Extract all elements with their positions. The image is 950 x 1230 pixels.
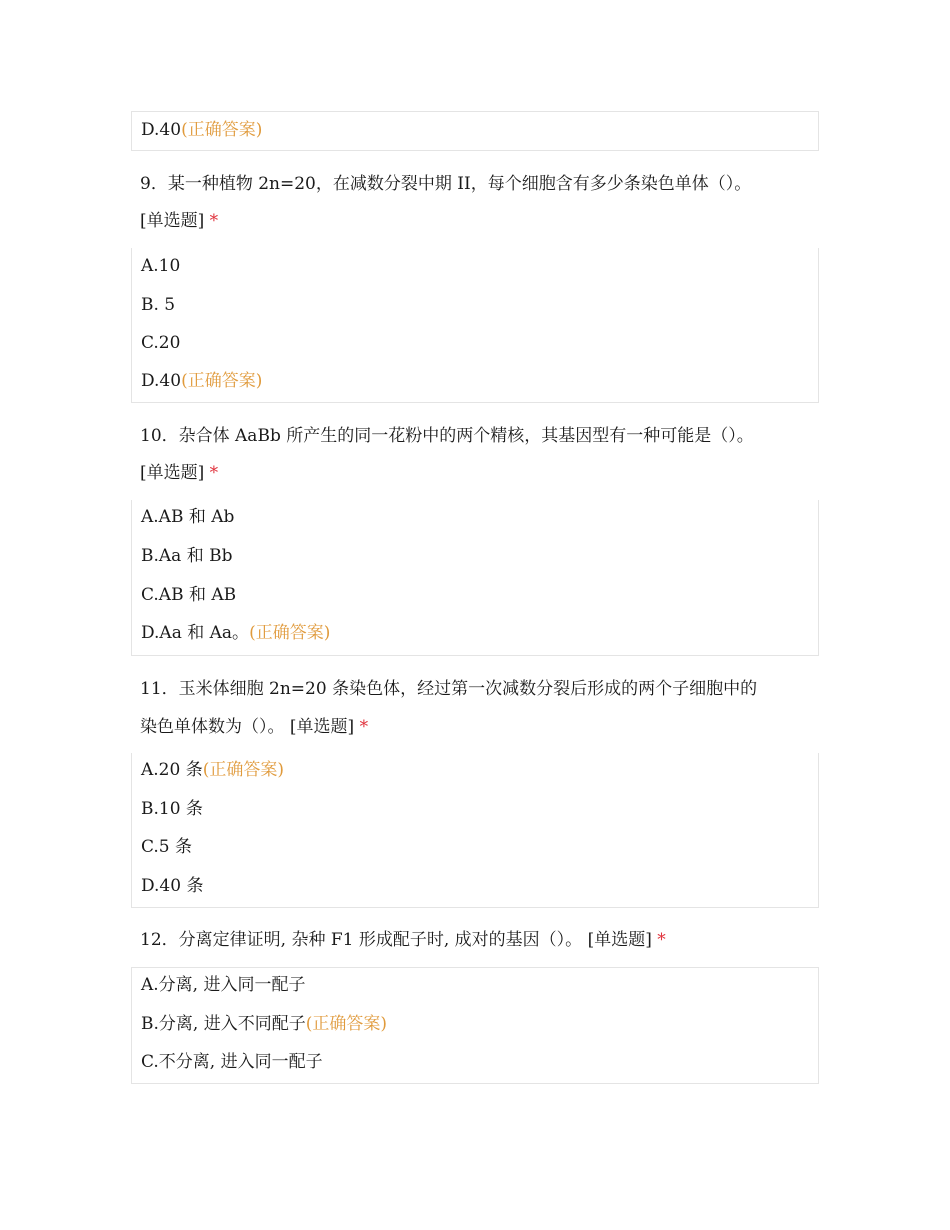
option-box-q11 xyxy=(131,753,819,908)
required-star: * xyxy=(209,211,219,231)
option-label: B.Aa 和 Bb xyxy=(141,546,233,566)
question-11-title xyxy=(140,678,757,700)
option-box-prev xyxy=(131,111,819,151)
option-c[interactable] xyxy=(141,1051,323,1073)
question-text: 12．分离定律证明, 杂种 F1 形成配子时, 成对的基因（）。 [单选题] xyxy=(140,930,652,950)
option-label: C.5 条 xyxy=(141,837,193,857)
option-label: C.20 xyxy=(141,333,181,353)
option-label: A.AB 和 Ab xyxy=(141,507,235,527)
option-c[interactable] xyxy=(141,332,180,354)
option-c[interactable] xyxy=(141,836,192,858)
option-label: C.AB 和 AB xyxy=(141,585,237,605)
question-text: 11．玉米体细胞 2n=20 条染色体，经过第一次减数分裂后形成的两个子细胞中的 xyxy=(140,679,758,699)
option-label: D.40 xyxy=(141,120,182,140)
option-b[interactable] xyxy=(141,1013,387,1035)
question-text: 10．杂合体 AaBb 所产生的同一花粉中的两个精核，其基因型有一种可能是（）。 xyxy=(140,426,754,446)
option-d[interactable] xyxy=(141,119,262,141)
option-b[interactable] xyxy=(141,798,203,820)
correct-answer-mark: (正确答案) xyxy=(181,371,263,391)
option-label: B.10 条 xyxy=(141,799,203,819)
correct-answer-mark: (正确答案) xyxy=(305,1014,387,1034)
option-b[interactable] xyxy=(141,294,175,316)
question-text: 9．某一种植物 2n=20，在减数分裂中期 II，每个细胞含有多少条染色单体（）。 xyxy=(140,174,752,194)
question-11-type xyxy=(140,716,368,738)
question-9-title xyxy=(140,173,751,195)
option-label: D.40 条 xyxy=(141,876,204,896)
option-label: B. 5 xyxy=(141,295,176,315)
question-9-type xyxy=(140,210,218,232)
option-d[interactable] xyxy=(141,370,262,392)
option-label: D.Aa 和 Aa。 xyxy=(141,623,250,643)
question-type: [单选题] xyxy=(140,463,205,483)
question-text-cont: 染色单体数为（）。 [单选题] xyxy=(140,717,355,737)
required-star: * xyxy=(359,717,369,737)
option-d[interactable] xyxy=(141,875,203,897)
option-a[interactable] xyxy=(141,506,234,528)
question-type: [单选题] xyxy=(140,211,205,231)
option-label: A.20 条 xyxy=(141,760,203,780)
option-label: C.不分离, 进入同一配子 xyxy=(141,1052,323,1072)
option-d[interactable] xyxy=(141,622,330,644)
required-star: * xyxy=(209,463,219,483)
option-a[interactable] xyxy=(141,255,180,277)
option-box-q10 xyxy=(131,500,819,656)
option-box-q9 xyxy=(131,248,819,403)
required-star: * xyxy=(657,930,666,950)
option-b[interactable] xyxy=(141,545,233,567)
correct-answer-mark: (正确答案) xyxy=(181,120,263,140)
option-c[interactable] xyxy=(141,584,236,606)
option-label: A.10 xyxy=(141,256,181,276)
option-label: B.分离, 进入不同配子 xyxy=(141,1014,306,1034)
option-label: A.分离, 进入同一配子 xyxy=(141,975,306,995)
question-10-type xyxy=(140,462,218,484)
question-10-title xyxy=(140,425,754,447)
question-12-title xyxy=(140,929,666,951)
option-a[interactable] xyxy=(141,759,284,781)
option-a[interactable] xyxy=(141,974,306,996)
option-box-q12 xyxy=(131,967,819,1084)
correct-answer-mark: (正确答案) xyxy=(202,760,284,780)
correct-answer-mark: (正确答案) xyxy=(249,623,331,643)
option-label: D.40 xyxy=(141,371,182,391)
